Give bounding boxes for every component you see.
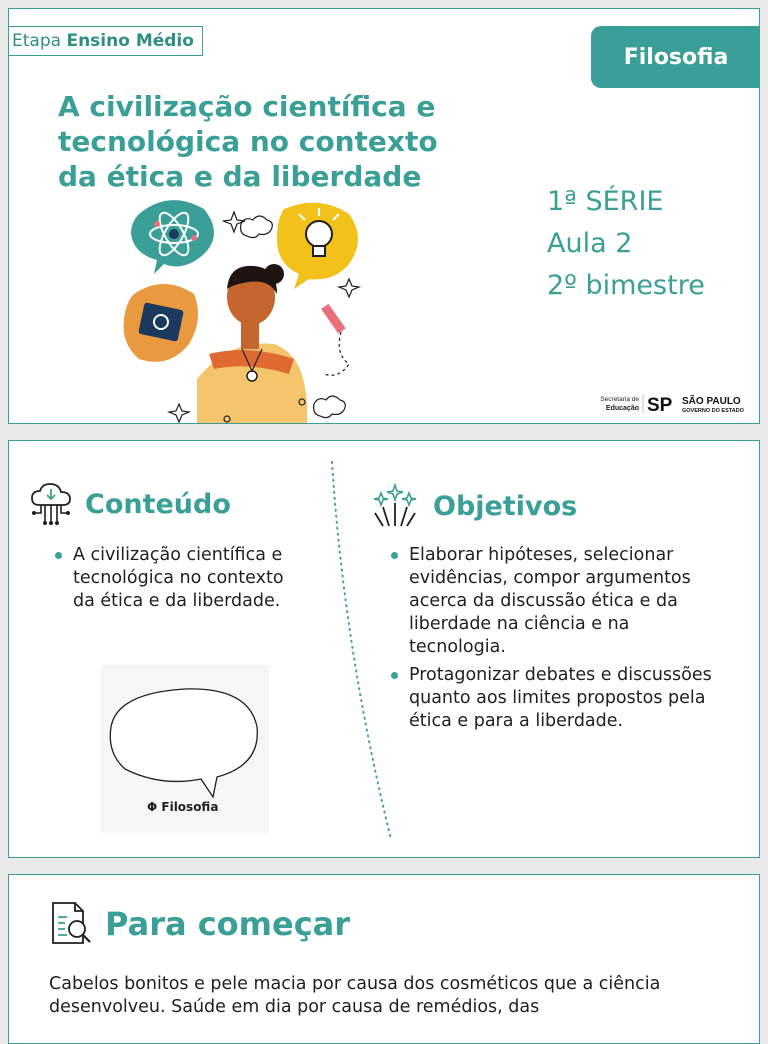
logo-secretaria-line1: Secretaria de <box>600 396 639 403</box>
etapa-badge <box>8 26 203 56</box>
para-comecar-heading <box>47 899 350 949</box>
conteudo-list <box>53 544 303 618</box>
government-logo <box>595 391 755 417</box>
speech-bubble-image <box>101 665 269 833</box>
book-icon <box>124 284 198 362</box>
lightbulb-icon <box>277 203 358 289</box>
conteudo-heading <box>29 481 231 527</box>
para-comecar-title: Para começar <box>105 905 351 943</box>
list-item: A civilização científica e tecnológica no contexto da ética e da liberdade. <box>53 544 303 613</box>
etapa-prefix: Etapa <box>12 31 62 51</box>
logo-state-name: SÃO PAULO <box>682 396 741 407</box>
cover-slide <box>8 8 760 424</box>
para-comecar-slide <box>8 874 760 1044</box>
student-illustration <box>109 194 369 424</box>
serie-label: 1ª SÉRIE <box>547 186 664 217</box>
lesson-title: A civilização científica e tecnológica no contexto da ética e da liberdade <box>58 90 438 193</box>
objectives-slide <box>8 440 760 858</box>
speech-bubble-label: Φ Filosofia <box>147 800 219 814</box>
aula-label: Aula 2 <box>547 228 633 259</box>
pencil-icon <box>321 304 349 375</box>
objetivos-list <box>389 544 729 738</box>
bimestre-label: 2º bimestre <box>547 270 705 301</box>
list-item: Elaborar hipóteses, selecionar evidências, compor argumentos acerca da discussão ética e da liberdade na ciência e na tecnologia. <box>389 544 729 659</box>
lesson-info <box>547 181 705 307</box>
atom-icon <box>131 200 214 274</box>
logo-state-sub: GOVERNO DO ESTADO <box>682 408 744 414</box>
document-search-icon <box>47 899 95 949</box>
logo-sp-mark: SP <box>647 395 673 416</box>
fireworks-icon <box>369 481 421 531</box>
objetivos-heading <box>369 481 577 531</box>
etapa-level: Ensino Médio <box>66 31 194 51</box>
intro-paragraph: Cabelos bonitos e pele macia por causa dos cosméticos que a ciência desenvolveu. Saúde em dia por causa de remédios, das <box>49 974 661 1017</box>
student-figure <box>197 264 307 424</box>
objetivos-title: Objetivos <box>433 490 578 522</box>
conteudo-title: Conteúdo <box>85 488 231 520</box>
cloud-network-icon <box>29 481 73 527</box>
subject-label: Filosofia <box>623 44 729 70</box>
logo-secretaria-line2: Educação <box>605 405 639 412</box>
list-item: Protagonizar debates e discussões quanto aos limites propostos pela ética e para a liberdade. <box>389 664 729 733</box>
subject-tab <box>591 26 760 88</box>
